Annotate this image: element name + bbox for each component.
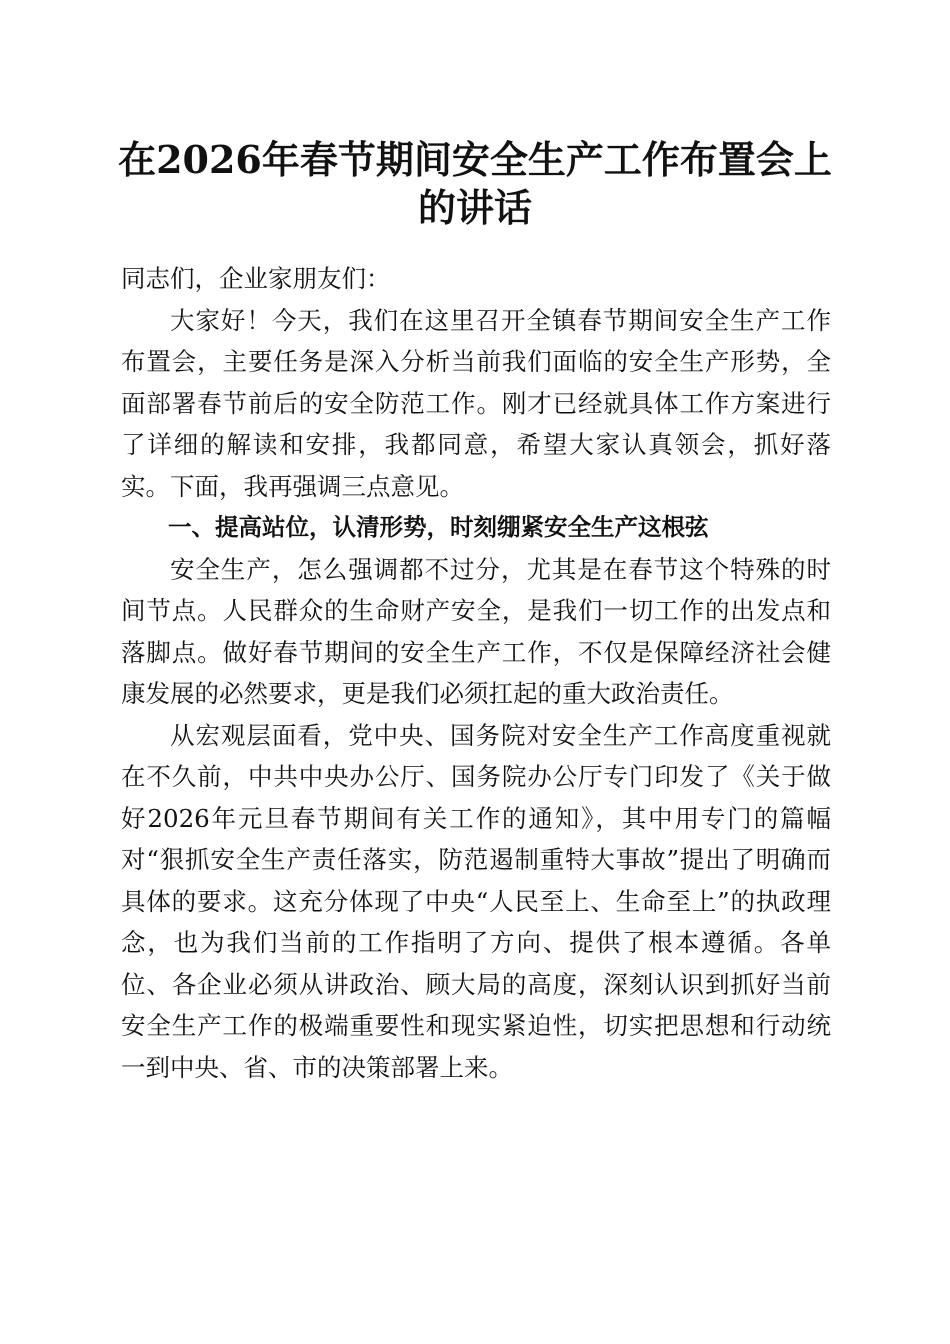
salutation: 同志们，企业家朋友们：	[121, 264, 391, 293]
document-body	[121, 258, 831, 1088]
section-heading: 一、提高站位，认清形势，时刻绷紧安全生产这根弦	[168, 513, 709, 541]
section-paragraph-2: 从宏观层面看，党中央、国务院对安全生产工作高度重视就在不久前，中共中央办公厅、国务院办公厅专门印发了《关于做好2026年元旦春节期间有关工作的通知》，其中用专门的篇幅对“狠抓安全生产责任落实，防范遏制重特大事故”提出了明确而具体的要求。这充分体现了中央“人民至上、生命至上”的执政理念，也为我们当前的工作指明了方向、提供了根本遵循。各单位、各企业必须从讲政治、顾大局的高度，深刻认识到抓好当前安全生产工作的极端重要性和现实紧迫性，切实把思想和行动统一到中央、省、市的决策部署上来。	[121, 720, 831, 1082]
section-paragraph-1: 安全生产，怎么强调都不过分，尤其是在春节这个特殊的时间节点。人民群众的生命财产安全，是我们一切工作的出发点和落脚点。做好春节期间的安全生产工作，不仅是保障经济社会健康发展的必然要求，更是我们必须扛起的重大政治责任。	[121, 554, 831, 708]
opening-paragraph: 大家好！今天，我们在这里召开全镇春节期间安全生产工作布置会，主要任务是深入分析当前我们面临的安全生产形势，全面部署春节前后的安全防范工作。刚才已经就具体工作方案进行了详细的解读和安排，我都同意，希望大家认真领会，抓好落实。下面，我再强调三点意见。	[121, 305, 831, 501]
document-title: 在2026年春节期间安全生产工作布置会上的讲话	[118, 137, 832, 230]
